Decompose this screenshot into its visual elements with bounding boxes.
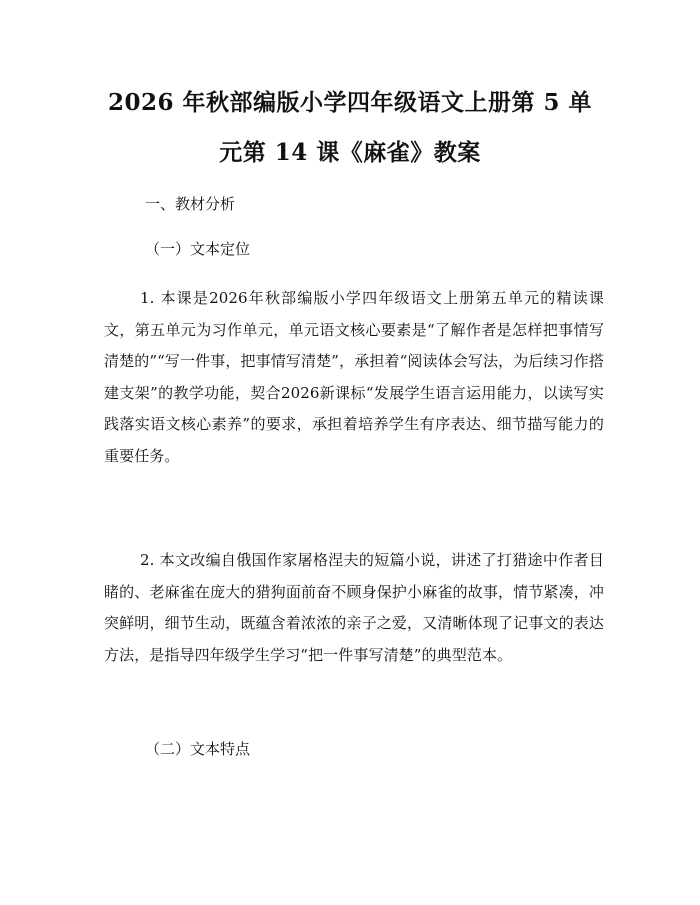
subsection-heading-text-positioning: （一）文本定位: [145, 240, 251, 258]
paragraph-1: 1. 本课是2026年秋部编版小学四年级语文上册第五单元的精读课文，第五单元为习作单元，单元语文核心要素是“了解作者是怎样把事情写清楚的”“写一件事，把事情写清楚”，承担着“阅读体会写法，为后续习作搭建支架”的教学功能，契合2026新课标“发展学生语言运用能力，以读写实践落实语文核心素养”的要求，承担着培养学生有序表达、细节描写能力的重要任务。: [104, 289, 604, 465]
paragraph-2: 2. 本文改编自俄国作家屠格涅夫的短篇小说，讲述了打猎途中作者目睹的、老麻雀在庞大的猎狗面前奋不顾身保护小麻雀的故事，情节紧凑，冲突鲜明，细节生动，既蕴含着浓浓的亲子之爱，又清晰体现了记事文的表达方法，是指导四年级学生学习“把一件事写清楚”的典型范本。: [104, 551, 604, 664]
title-line-2: 元第 14 课《麻雀》教案: [219, 139, 481, 166]
document-title: [90, 78, 610, 178]
title-line-1: 2026 年秋部编版小学四年级语文上册第 5 单: [107, 89, 593, 116]
subsection-heading-text-features: （二）文本特点: [145, 740, 251, 758]
section-heading-textbook-analysis: 一、教材分析: [145, 195, 236, 213]
